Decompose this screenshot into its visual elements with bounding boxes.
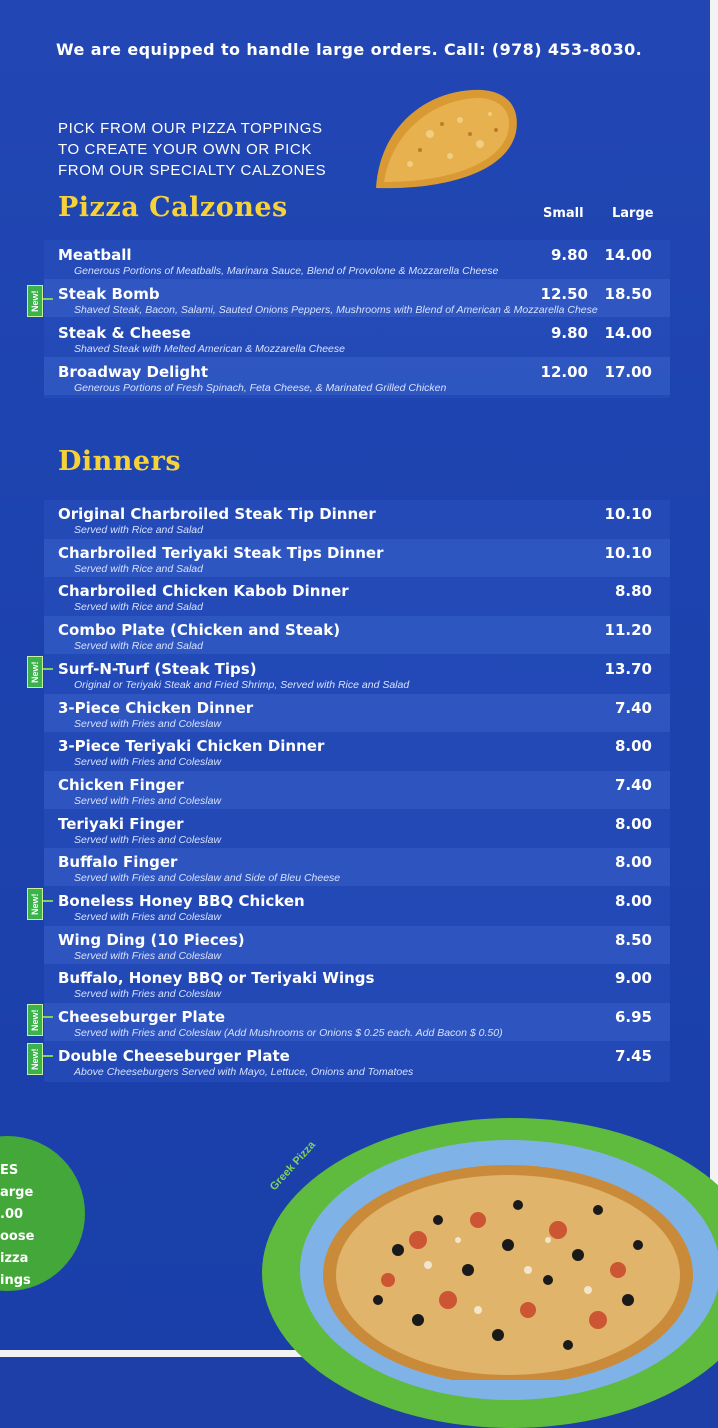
list-item (44, 318, 670, 356)
badge-connector (43, 1055, 53, 1057)
item-description: Above Cheeseburgers Served with Mayo, Lettuce, Onions and Tomatoes (74, 1065, 414, 1078)
item-description: Served with Fries and Coleslaw (74, 756, 222, 769)
price: 8.00 (614, 814, 652, 833)
item-name: Cheeseburger Plate (58, 1008, 226, 1027)
price: 6.95 (614, 1008, 652, 1027)
list-item (44, 240, 670, 278)
price: 8.00 (614, 737, 652, 756)
greek-pizza-label: Greek Pizza (267, 1139, 319, 1193)
col-large-header: Large (612, 206, 654, 221)
item-description: Served with Fries and Coleslaw (74, 794, 222, 807)
dinners-list (44, 500, 670, 1082)
badge-connector (43, 668, 53, 670)
price-large: 17.00 (604, 363, 652, 381)
item-description: Original or Teriyaki Steak and Fried Shrimp, Served with Rice and Salad (74, 678, 410, 691)
item-name: Buffalo, Honey BBQ or Teriyaki Wings (58, 969, 375, 988)
new-badge: New! (27, 656, 43, 688)
item-description: Served with Rice and Salad (74, 640, 203, 653)
calzones-list (44, 240, 670, 398)
new-badge: New! (27, 888, 43, 920)
item-description: Generous Portions of Fresh Spinach, Feta Cheese, & Marinated Grilled Chicken (74, 382, 447, 394)
list-item (44, 771, 670, 809)
price: 8.50 (614, 930, 652, 949)
item-name: Steak Bomb (58, 285, 160, 303)
item-description: Served with Fries and Coleslaw (74, 911, 222, 923)
list-item (44, 732, 670, 770)
item-name: Double Cheeseburger Plate (58, 1046, 290, 1065)
price: 8.00 (614, 853, 652, 872)
list-item (44, 964, 670, 1002)
intro-line: FROM OUR SPECIALTY CALZONES (58, 162, 327, 179)
item-name: Original Charbroiled Steak Tip Dinner (58, 505, 376, 523)
item-name: 3-Piece Teriyaki Chicken Dinner (58, 737, 325, 756)
dinners-title: Dinners (58, 446, 182, 477)
price-small: 9.80 (550, 324, 588, 342)
promo-line: ings (0, 1273, 31, 1288)
calzone-image (370, 84, 522, 192)
large-orders-note: We are equipped to handle large orders. Call: (978) 453-8030. (56, 40, 643, 59)
item-description: Served with Rice and Salad (74, 601, 203, 614)
price: 7.40 (614, 698, 652, 717)
item-name: Teriyaki Finger (58, 814, 184, 833)
item-name: Chicken Finger (58, 775, 184, 794)
promo-line: .00 (0, 1207, 24, 1222)
list-item (44, 500, 670, 538)
item-description: Served with Rice and Salad (74, 562, 203, 575)
item-description: Served with Fries and Coleslaw (Add Mushrooms or Onions $ 0.25 each. Add Bacon $ 0.50) (74, 1027, 503, 1040)
calzones-title: Pizza Calzones (58, 192, 288, 223)
price: 11.20 (604, 621, 652, 640)
promo-line: izza (0, 1251, 29, 1266)
list-item (44, 1042, 670, 1080)
item-description: Served with Fries and Coleslaw (74, 988, 222, 1001)
item-name: Boneless Honey BBQ Chicken (58, 892, 305, 910)
badge-connector (43, 1016, 53, 1018)
item-name: 3-Piece Chicken Dinner (58, 698, 254, 717)
price-small: 9.80 (550, 246, 588, 264)
item-description: Served with Fries and Coleslaw and Side of Bleu Cheese (74, 872, 341, 885)
list-item (44, 848, 670, 886)
price: 9.00 (614, 969, 652, 988)
col-small-header: Small (543, 206, 584, 221)
item-description: Served with Fries and Coleslaw (74, 717, 222, 730)
item-name: Surf-N-Turf (Steak Tips) (58, 659, 257, 678)
item-name: Combo Plate (Chicken and Steak) (58, 621, 341, 640)
list-item (44, 655, 670, 693)
list-item (44, 694, 670, 732)
list-item (44, 810, 670, 848)
list-item (44, 926, 670, 964)
intro-line: PICK FROM OUR PIZZA TOPPINGS (58, 120, 323, 137)
new-badge: New! (27, 285, 43, 317)
new-badge: New! (27, 1043, 43, 1075)
promo-circle-text (0, 1160, 34, 1292)
item-description: Served with Rice and Salad (74, 524, 203, 536)
price-small: 12.50 (540, 285, 588, 303)
item-description: Generous Portions of Meatballs, Marinara Sauce, Blend of Provolone & Mozzarella Cheese (74, 265, 499, 277)
list-item (44, 357, 670, 395)
promo-line: ES (0, 1163, 19, 1178)
item-name: Buffalo Finger (58, 853, 178, 872)
price: 7.40 (614, 775, 652, 794)
intro-text (58, 118, 398, 181)
price-small: 12.00 (540, 363, 588, 381)
price: 8.00 (614, 892, 652, 910)
item-description: Served with Fries and Coleslaw (74, 833, 222, 846)
item-name: Steak & Cheese (58, 324, 191, 342)
list-item (44, 577, 670, 615)
list-item (44, 539, 670, 577)
list-item (44, 887, 670, 925)
price: 7.45 (614, 1046, 652, 1065)
item-name: Charbroiled Chicken Kabob Dinner (58, 582, 349, 601)
item-description: Shaved Steak, Bacon, Salami, Sauted Onions Peppers, Mushrooms with Blend of American & Mozzarella Chese (74, 304, 598, 316)
badge-connector (43, 900, 53, 902)
intro-line: TO CREATE YOUR OWN OR PICK (58, 141, 312, 158)
list-item (44, 1003, 670, 1041)
price: 8.80 (614, 582, 652, 601)
promo-line: arge (0, 1185, 34, 1200)
item-description: Served with Fries and Coleslaw (74, 949, 222, 962)
badge-connector (43, 298, 53, 300)
item-name: Wing Ding (10 Pieces) (58, 930, 245, 949)
price: 13.70 (604, 659, 652, 678)
price-large: 14.00 (604, 324, 652, 342)
price: 10.10 (604, 505, 652, 523)
item-description: Shaved Steak with Melted American & Mozzarella Cheese (74, 343, 345, 355)
price-large: 14.00 (604, 246, 652, 264)
list-item (44, 279, 670, 317)
item-name: Meatball (58, 246, 132, 264)
promo-line: oose (0, 1229, 35, 1244)
item-name: Charbroiled Teriyaki Steak Tips Dinner (58, 543, 384, 562)
greek-pizza-image (318, 1150, 698, 1380)
price: 10.10 (604, 543, 652, 562)
list-item (44, 616, 670, 654)
new-badge: New! (27, 1004, 43, 1036)
item-name: Broadway Delight (58, 363, 209, 381)
price-large: 18.50 (604, 285, 652, 303)
